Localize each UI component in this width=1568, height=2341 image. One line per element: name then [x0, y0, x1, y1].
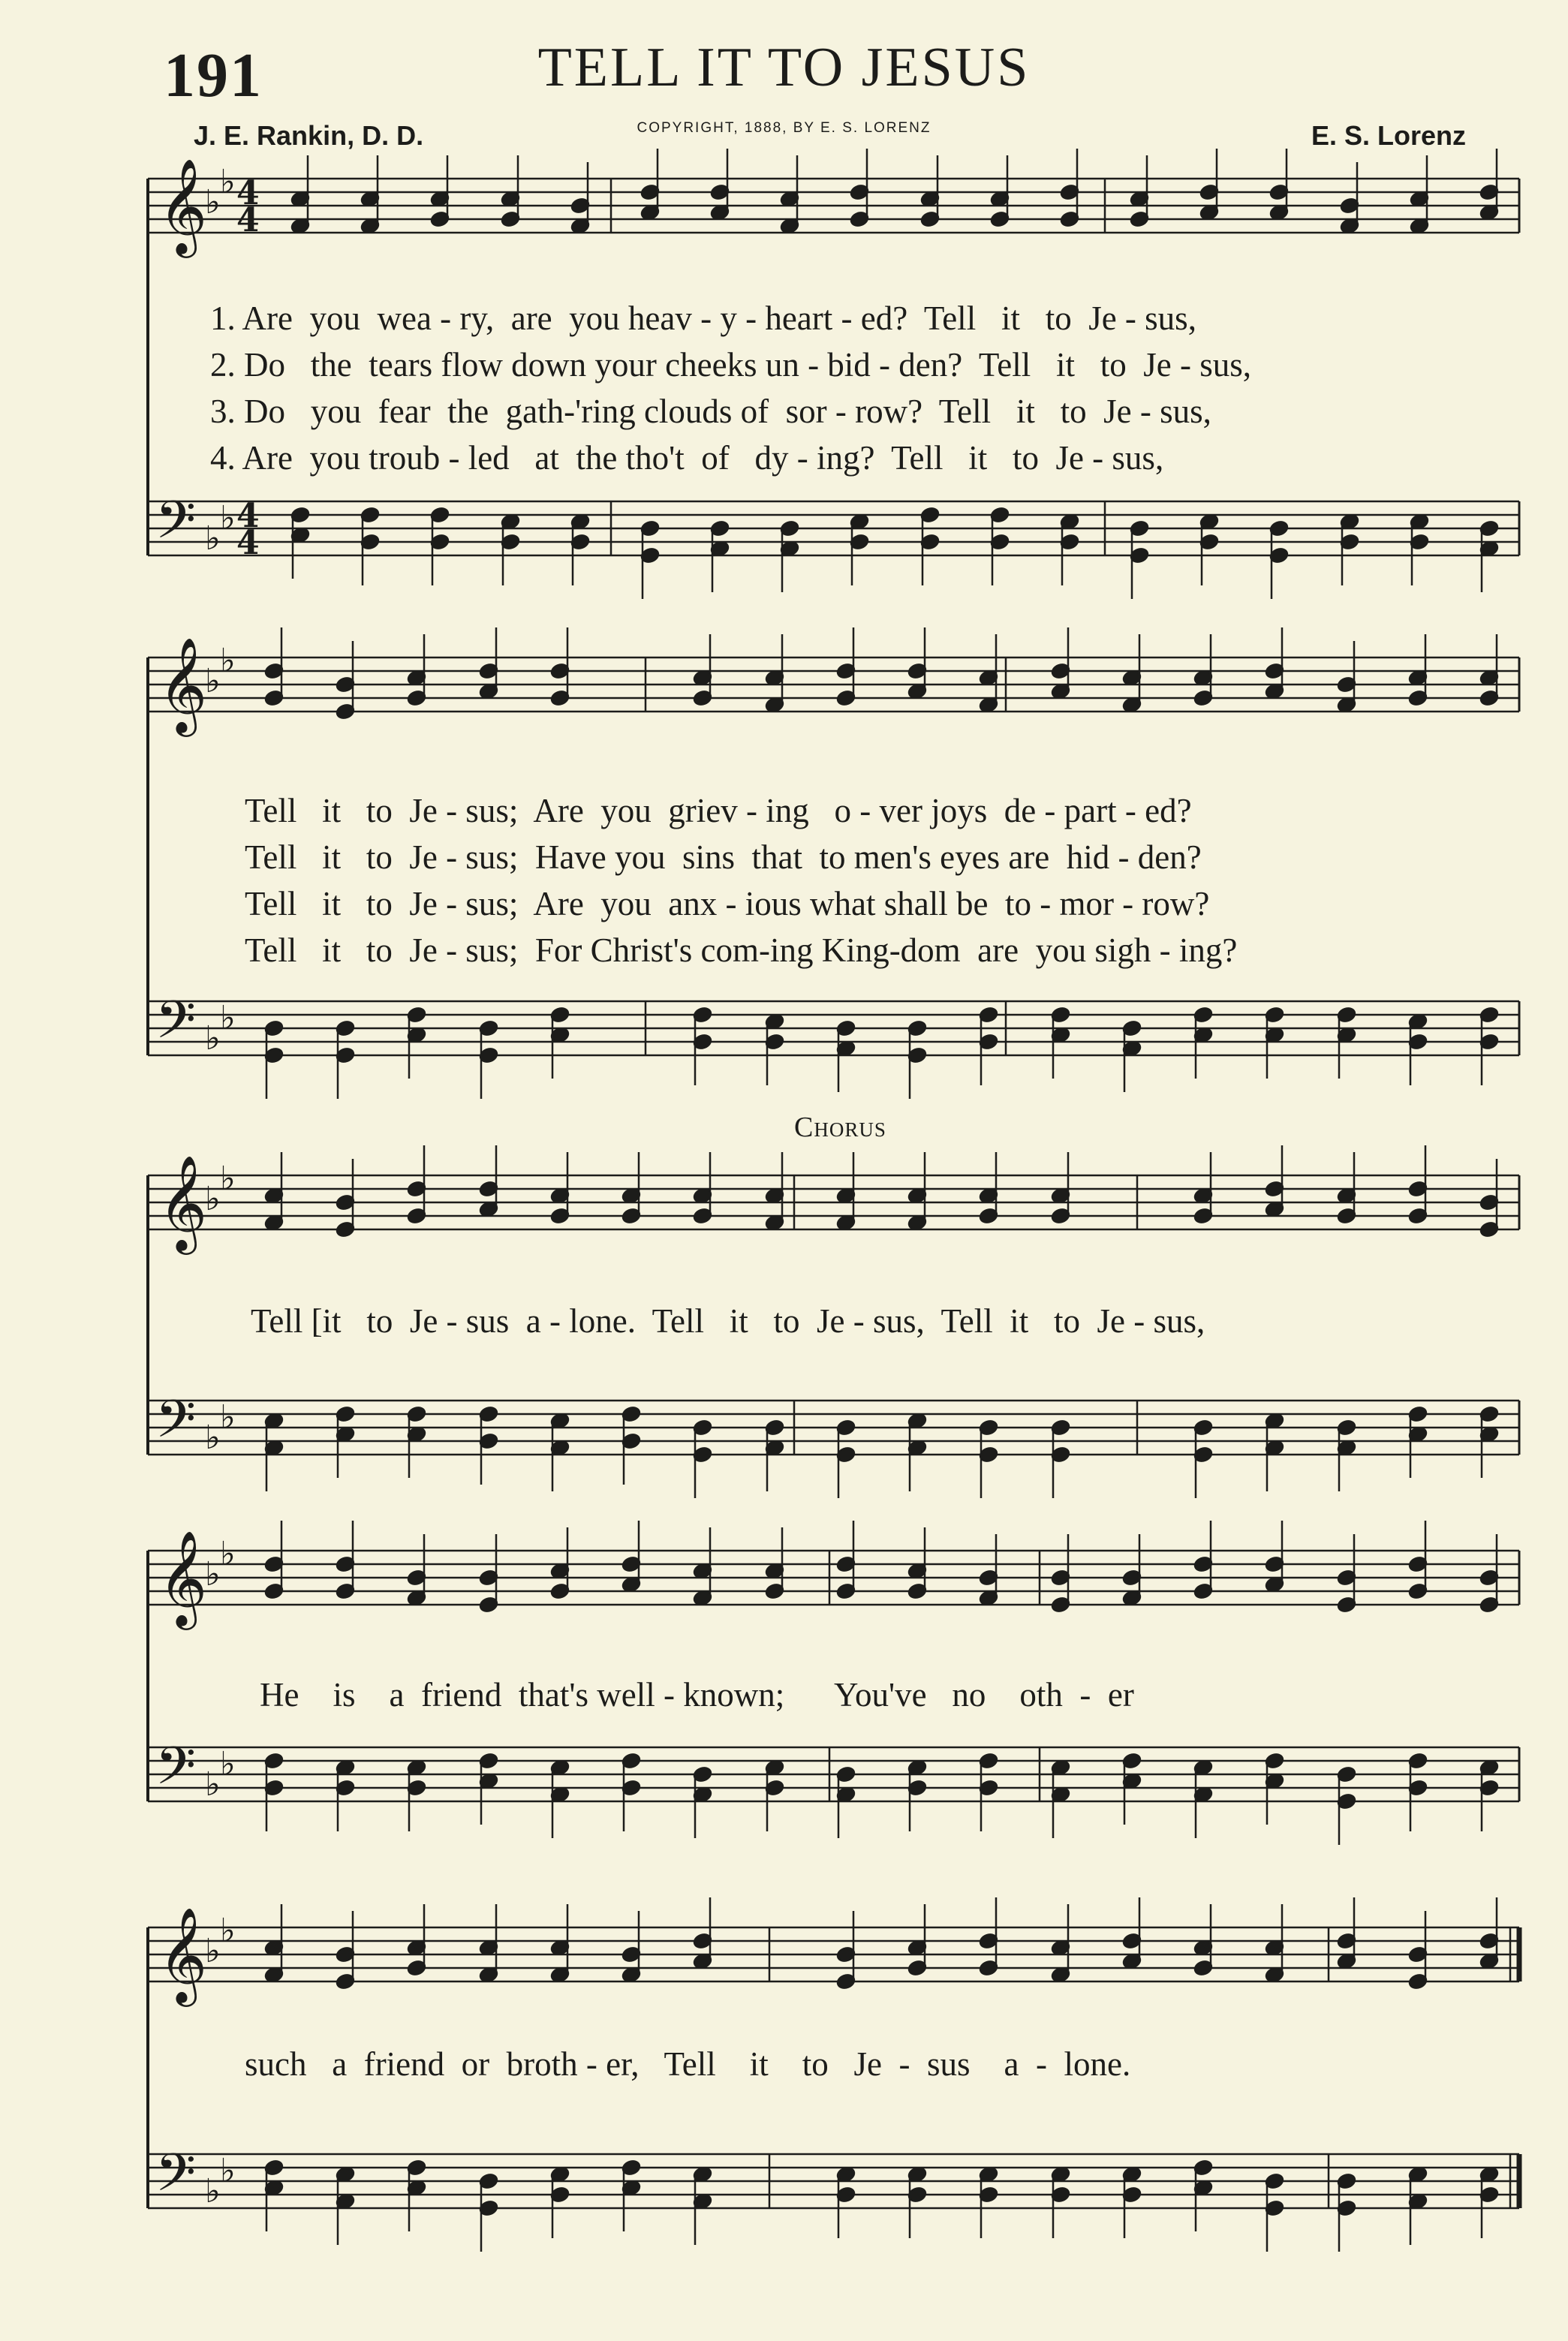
- time-signature-numerator: 4: [236, 497, 260, 535]
- lyric-line: Tell it to Je - sus; Are you anx - ious what shall be to - mor - row?: [245, 885, 1210, 922]
- flat-icon: ♭: [205, 519, 221, 558]
- hymn-title: TELL IT TO JESUS: [537, 37, 1031, 98]
- treble-clef-icon: 𝄞: [158, 1154, 208, 1250]
- chorus-label: Chorus: [794, 1112, 886, 1143]
- flat-icon: ♭: [220, 1912, 236, 1950]
- lyric-line: Tell it to Je - sus; Are you griev - ing o - ver joys de - part - ed?: [245, 792, 1192, 829]
- flat-icon: ♭: [205, 2172, 221, 2210]
- flat-icon: ♭: [205, 662, 221, 700]
- bass-clef-icon: 𝄢: [155, 489, 197, 563]
- bass-clef-icon: 𝄢: [155, 1735, 197, 1809]
- treble-clef-icon: 𝄞: [158, 158, 208, 254]
- flat-icon: ♭: [205, 1019, 221, 1058]
- time-signature-denominator: 4: [236, 524, 260, 562]
- flat-icon: ♭: [220, 1160, 236, 1198]
- hymn-number: 191: [164, 41, 263, 110]
- copyright-notice: COPYRIGHT, 1888, BY E. S. LORENZ: [637, 120, 931, 136]
- flat-icon: ♭: [220, 1745, 236, 1783]
- flat-icon: ♭: [220, 499, 236, 537]
- lyric-line: 4. Are you troub - led at the tho't of dy - ing? Tell it to Je - sus,: [210, 439, 1164, 477]
- lyric-line: such a friend or broth - er, Tell it to Je - sus a - lone.: [245, 2045, 1131, 2083]
- flat-icon: ♭: [205, 1555, 221, 1593]
- lyric-line: 1. Are you wea - ry, are you heav - y - heart - ed? Tell it to Je - sus,: [210, 299, 1196, 337]
- bass-clef-icon: 𝄢: [155, 989, 197, 1063]
- flat-icon: ♭: [220, 999, 236, 1037]
- flat-icon: ♭: [205, 183, 221, 221]
- time-signature-numerator: 4: [236, 174, 260, 212]
- treble-clef-icon: 𝄞: [158, 636, 208, 733]
- flat-icon: ♭: [205, 1765, 221, 1804]
- flat-icon: ♭: [220, 2152, 236, 2190]
- bass-clef-icon: 𝄢: [155, 2142, 197, 2216]
- flat-icon: ♭: [220, 642, 236, 680]
- bass-clef-icon: 𝄢: [155, 1389, 197, 1462]
- time-signature-denominator: 4: [236, 201, 260, 239]
- lyric-line: He is a friend that's well - known; You've no oth - er: [260, 1676, 1134, 1714]
- lyric-line: 3. Do you fear the gath-'ring clouds of sor - row? Tell it to Je - sus,: [210, 393, 1211, 430]
- lyric-line: Tell [it to Je - sus a - lone. Tell it to Je - sus, Tell it to Je - sus,: [251, 1302, 1205, 1340]
- flat-icon: ♭: [205, 1180, 221, 1218]
- flat-icon: ♭: [220, 1398, 236, 1437]
- lyric-line: Tell it to Je - sus; Have you sins that to men's eyes are hid - den?: [245, 838, 1202, 876]
- lyric-line: 2. Do the tears flow down your cheeks un - bid - den? Tell it to Je - sus,: [210, 346, 1252, 384]
- flat-icon: ♭: [220, 163, 236, 201]
- flat-icon: ♭: [205, 1419, 221, 1457]
- treble-clef-icon: 𝄞: [158, 1906, 208, 2002]
- lyric-line: Tell it to Je - sus; For Christ's com-ing King-dom are you sigh - ing?: [245, 931, 1238, 969]
- composer-credit: E. S. Lorenz: [1311, 120, 1466, 151]
- flat-icon: ♭: [205, 1932, 221, 1970]
- treble-clef-icon: 𝄞: [158, 1530, 208, 1626]
- flat-icon: ♭: [220, 1535, 236, 1573]
- author-credit: J. E. Rankin, D. D.: [194, 120, 424, 151]
